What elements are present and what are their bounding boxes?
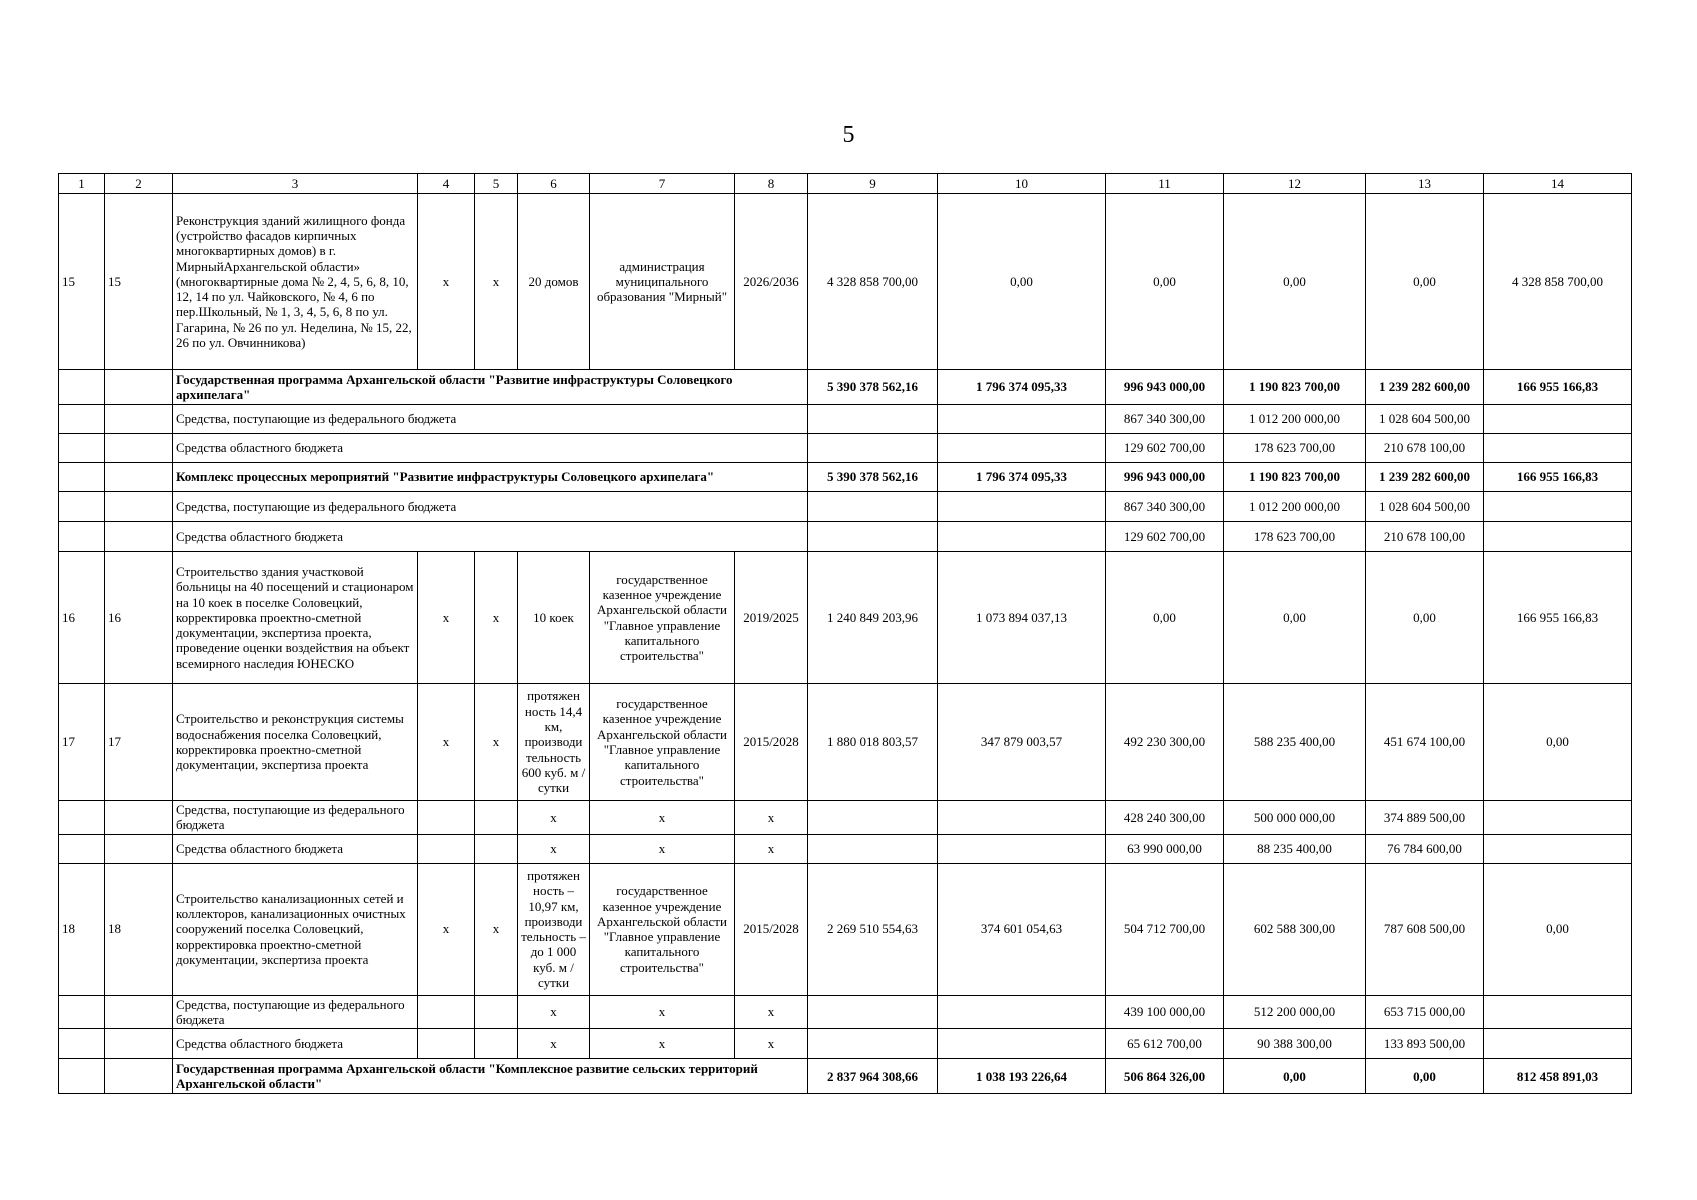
cell-c12: 1 012 200 000,00: [1224, 492, 1366, 522]
cell-c13: 0,00: [1366, 1059, 1484, 1094]
col-header: 6: [518, 174, 590, 194]
cell-c7: x: [590, 834, 735, 863]
regional-funds-row: [59, 834, 1632, 863]
cell-c12: 602 588 300,00: [1224, 863, 1366, 995]
program-total-row: [59, 370, 1632, 405]
funding-source-label: Средства, поступающие из федерального бюджета: [173, 995, 418, 1029]
years: 2015/2028: [735, 863, 808, 995]
cell-c10: 0,00: [938, 194, 1106, 370]
cell-c5: x: [475, 863, 518, 995]
cell-c10: 1 038 193 226,64: [938, 1059, 1106, 1094]
cell-c12: 0,00: [1224, 194, 1366, 370]
capacity: протяжен ность 14,4 км, производи тельность 600 куб. м / сутки: [518, 684, 590, 801]
item-number: 18: [105, 863, 173, 995]
col-header: 9: [808, 174, 938, 194]
cell-c13: 76 784 600,00: [1366, 834, 1484, 863]
cell-c10: 1 796 374 095,33: [938, 370, 1106, 405]
cell-c12: 1 190 823 700,00: [1224, 370, 1366, 405]
funding-source-label: Средства, поступающие из федерального бюджета: [173, 405, 808, 434]
page-number: 5: [842, 122, 855, 148]
col-header: 7: [590, 174, 735, 194]
cell-c13: 210 678 100,00: [1366, 522, 1484, 552]
cell-c14: 166 955 166,83: [1484, 370, 1632, 405]
cell-c7: x: [590, 801, 735, 835]
cell-c4: x: [418, 684, 475, 801]
cell-c11: 0,00: [1106, 552, 1224, 684]
cell-c12: 178 623 700,00: [1224, 434, 1366, 463]
cell-c7: x: [590, 995, 735, 1029]
cell-c13: 653 715 000,00: [1366, 995, 1484, 1029]
regional-funds-row: [59, 434, 1632, 463]
cell-c13: 787 608 500,00: [1366, 863, 1484, 995]
budget-table: [58, 173, 1632, 1094]
cell-c5: x: [475, 552, 518, 684]
project-name: Строительство канализационных сетей и коллекторов, канализационных очистных сооружений поселка Соловецкий, корректировка проектно-сметной документации, экспертиза проекта: [173, 863, 418, 995]
cell-c12: 512 200 000,00: [1224, 995, 1366, 1029]
cell-c11: 129 602 700,00: [1106, 522, 1224, 552]
col-header: 4: [418, 174, 475, 194]
regional-funds-row: [59, 522, 1632, 552]
funding-source-label: Средства областного бюджета: [173, 834, 418, 863]
cell-c14: 0,00: [1484, 684, 1632, 801]
capacity: 20 домов: [518, 194, 590, 370]
federal-funds-row: [59, 405, 1632, 434]
cell-c13: 1 028 604 500,00: [1366, 492, 1484, 522]
complex-total-row: [59, 463, 1632, 492]
row-number: 16: [59, 552, 105, 684]
cell-c14: 812 458 891,03: [1484, 1059, 1632, 1094]
col-header: 11: [1106, 174, 1224, 194]
cell-c8: x: [735, 1029, 808, 1059]
responsible-org: государственное казенное учреждение Архангельской области "Главное управление капитального строительства": [590, 863, 735, 995]
cell-c13: 1 028 604 500,00: [1366, 405, 1484, 434]
cell-c13: 0,00: [1366, 194, 1484, 370]
cell-c11: 65 612 700,00: [1106, 1029, 1224, 1059]
complex-title: Комплекс процессных мероприятий "Развитие инфраструктуры Соловецкого архипелага": [173, 463, 808, 492]
table-row-17: [59, 684, 1632, 801]
cell-c10: 1 796 374 095,33: [938, 463, 1106, 492]
regional-funds-row: [59, 1029, 1632, 1059]
years: 2026/2036: [735, 194, 808, 370]
item-number: 16: [105, 552, 173, 684]
col-header: 13: [1366, 174, 1484, 194]
cell-c6: x: [518, 834, 590, 863]
cell-c14: 4 328 858 700,00: [1484, 194, 1632, 370]
cell-c6: x: [518, 1029, 590, 1059]
cell-c8: x: [735, 801, 808, 835]
responsible-org: государственное казенное учреждение Архангельской области "Главное управление капитального строительства": [590, 552, 735, 684]
col-header: 3: [173, 174, 418, 194]
col-header: 14: [1484, 174, 1632, 194]
project-name: Строительство здания участковой больницы на 40 посещений и стационаром на 10 коек в поселке Соловецкий, корректировка проектно-сметной документации, экспертиза проекта, проведение оценки воздействия на объект всемирного наследия ЮНЕСКО: [173, 552, 418, 684]
total-cost: 2 837 964 308,66: [808, 1059, 938, 1094]
capacity: 10 коек: [518, 552, 590, 684]
col-header: 12: [1224, 174, 1366, 194]
cell-c4: x: [418, 552, 475, 684]
cell-c10: 1 073 894 037,13: [938, 552, 1106, 684]
program-title: Государственная программа Архангельской области "Развитие инфраструктуры Соловецкого архипелага": [173, 370, 808, 405]
cell-c11: 867 340 300,00: [1106, 492, 1224, 522]
cell-c13: 0,00: [1366, 552, 1484, 684]
years: 2015/2028: [735, 684, 808, 801]
cell-c12: 1 012 200 000,00: [1224, 405, 1366, 434]
cell-c12: 500 000 000,00: [1224, 801, 1366, 835]
federal-funds-row: [59, 995, 1632, 1029]
row-number: 15: [59, 194, 105, 370]
col-header: 5: [475, 174, 518, 194]
col-header: 8: [735, 174, 808, 194]
cell-c11: 867 340 300,00: [1106, 405, 1224, 434]
cell-c11: 492 230 300,00: [1106, 684, 1224, 801]
table-row-18: [59, 863, 1632, 995]
row-number: 17: [59, 684, 105, 801]
responsible-org: администрация муниципального образования "Мирный": [590, 194, 735, 370]
cell-c6: x: [518, 801, 590, 835]
responsible-org: государственное казенное учреждение Архангельской области "Главное управление капитального строительства": [590, 684, 735, 801]
cell-c12: 1 190 823 700,00: [1224, 463, 1366, 492]
col-header: 2: [105, 174, 173, 194]
row-number: 18: [59, 863, 105, 995]
total-cost: 4 328 858 700,00: [808, 194, 938, 370]
project-name: Строительство и реконструкция системы водоснабжения поселка Соловецкий, корректировка проектно-сметной документации, экспертиза проекта: [173, 684, 418, 801]
cell-c13: 1 239 282 600,00: [1366, 370, 1484, 405]
cell-c14: 166 955 166,83: [1484, 552, 1632, 684]
funding-source-label: Средства, поступающие из федерального бюджета: [173, 801, 418, 835]
cell-c11: 504 712 700,00: [1106, 863, 1224, 995]
funding-source-label: Средства, поступающие из федерального бюджета: [173, 492, 808, 522]
project-name: Реконструкция зданий жилищного фонда (устройство фасадов кирпичных многоквартирных домов) в г. МирныйАрхангельской области» (многоквартирные дома № 2, 4, 5, 6, 8, 10, 12, 14 по ул. Чайковского, № 4, 6 по пер.Школьный, № 1, 3, 4, 5, 6, 8 по ул. Гагарина, № 26 по ул. Неделина, № 15, 22, 26 по ул. Овчинникова): [173, 194, 418, 370]
years: 2019/2025: [735, 552, 808, 684]
cell-c10: 347 879 003,57: [938, 684, 1106, 801]
cell-c13: 133 893 500,00: [1366, 1029, 1484, 1059]
cell-c8: x: [735, 995, 808, 1029]
cell-c12: 90 388 300,00: [1224, 1029, 1366, 1059]
column-number-row: [59, 174, 1632, 194]
cell-c11: 129 602 700,00: [1106, 434, 1224, 463]
cell-c11: 428 240 300,00: [1106, 801, 1224, 835]
cell-c4: x: [418, 863, 475, 995]
table-row-16: [59, 552, 1632, 684]
cell-c11: 506 864 326,00: [1106, 1059, 1224, 1094]
cell-c11: 996 943 000,00: [1106, 370, 1224, 405]
cell-c12: 88 235 400,00: [1224, 834, 1366, 863]
total-cost: 5 390 378 562,16: [808, 370, 938, 405]
cell-c12: 178 623 700,00: [1224, 522, 1366, 552]
cell-c13: 451 674 100,00: [1366, 684, 1484, 801]
total-cost: 1 240 849 203,96: [808, 552, 938, 684]
cell-c5: x: [475, 194, 518, 370]
cell-c12: 0,00: [1224, 1059, 1366, 1094]
cell-c8: x: [735, 834, 808, 863]
cell-c10: 374 601 054,63: [938, 863, 1106, 995]
program-title: Государственная программа Архангельской области "Комплексное развитие сельских территорий Архангельской области": [173, 1059, 808, 1094]
cell-c11: 439 100 000,00: [1106, 995, 1224, 1029]
total-cost: 1 880 018 803,57: [808, 684, 938, 801]
cell-c4: x: [418, 194, 475, 370]
item-number: 17: [105, 684, 173, 801]
total-cost: 2 269 510 554,63: [808, 863, 938, 995]
table-row-15: [59, 194, 1632, 370]
col-header: 1: [59, 174, 105, 194]
federal-funds-row: [59, 492, 1632, 522]
federal-funds-row: [59, 801, 1632, 835]
program-total-row: [59, 1059, 1632, 1094]
cell-c5: x: [475, 684, 518, 801]
cell-c13: 210 678 100,00: [1366, 434, 1484, 463]
cell-c12: 588 235 400,00: [1224, 684, 1366, 801]
funding-source-label: Средства областного бюджета: [173, 1029, 418, 1059]
cell-c13: 374 889 500,00: [1366, 801, 1484, 835]
cell-c11: 996 943 000,00: [1106, 463, 1224, 492]
cell-c13: 1 239 282 600,00: [1366, 463, 1484, 492]
funding-source-label: Средства областного бюджета: [173, 434, 808, 463]
col-header: 10: [938, 174, 1106, 194]
cell-c6: x: [518, 995, 590, 1029]
item-number: 15: [105, 194, 173, 370]
cell-c7: x: [590, 1029, 735, 1059]
capacity: протяжен ность – 10,97 км, производи тельность – до 1 000 куб. м / сутки: [518, 863, 590, 995]
cell-c14: 0,00: [1484, 863, 1632, 995]
funding-source-label: Средства областного бюджета: [173, 522, 808, 552]
total-cost: 5 390 378 562,16: [808, 463, 938, 492]
cell-c11: 0,00: [1106, 194, 1224, 370]
cell-c11: 63 990 000,00: [1106, 834, 1224, 863]
cell-c12: 0,00: [1224, 552, 1366, 684]
cell-c14: 166 955 166,83: [1484, 463, 1632, 492]
